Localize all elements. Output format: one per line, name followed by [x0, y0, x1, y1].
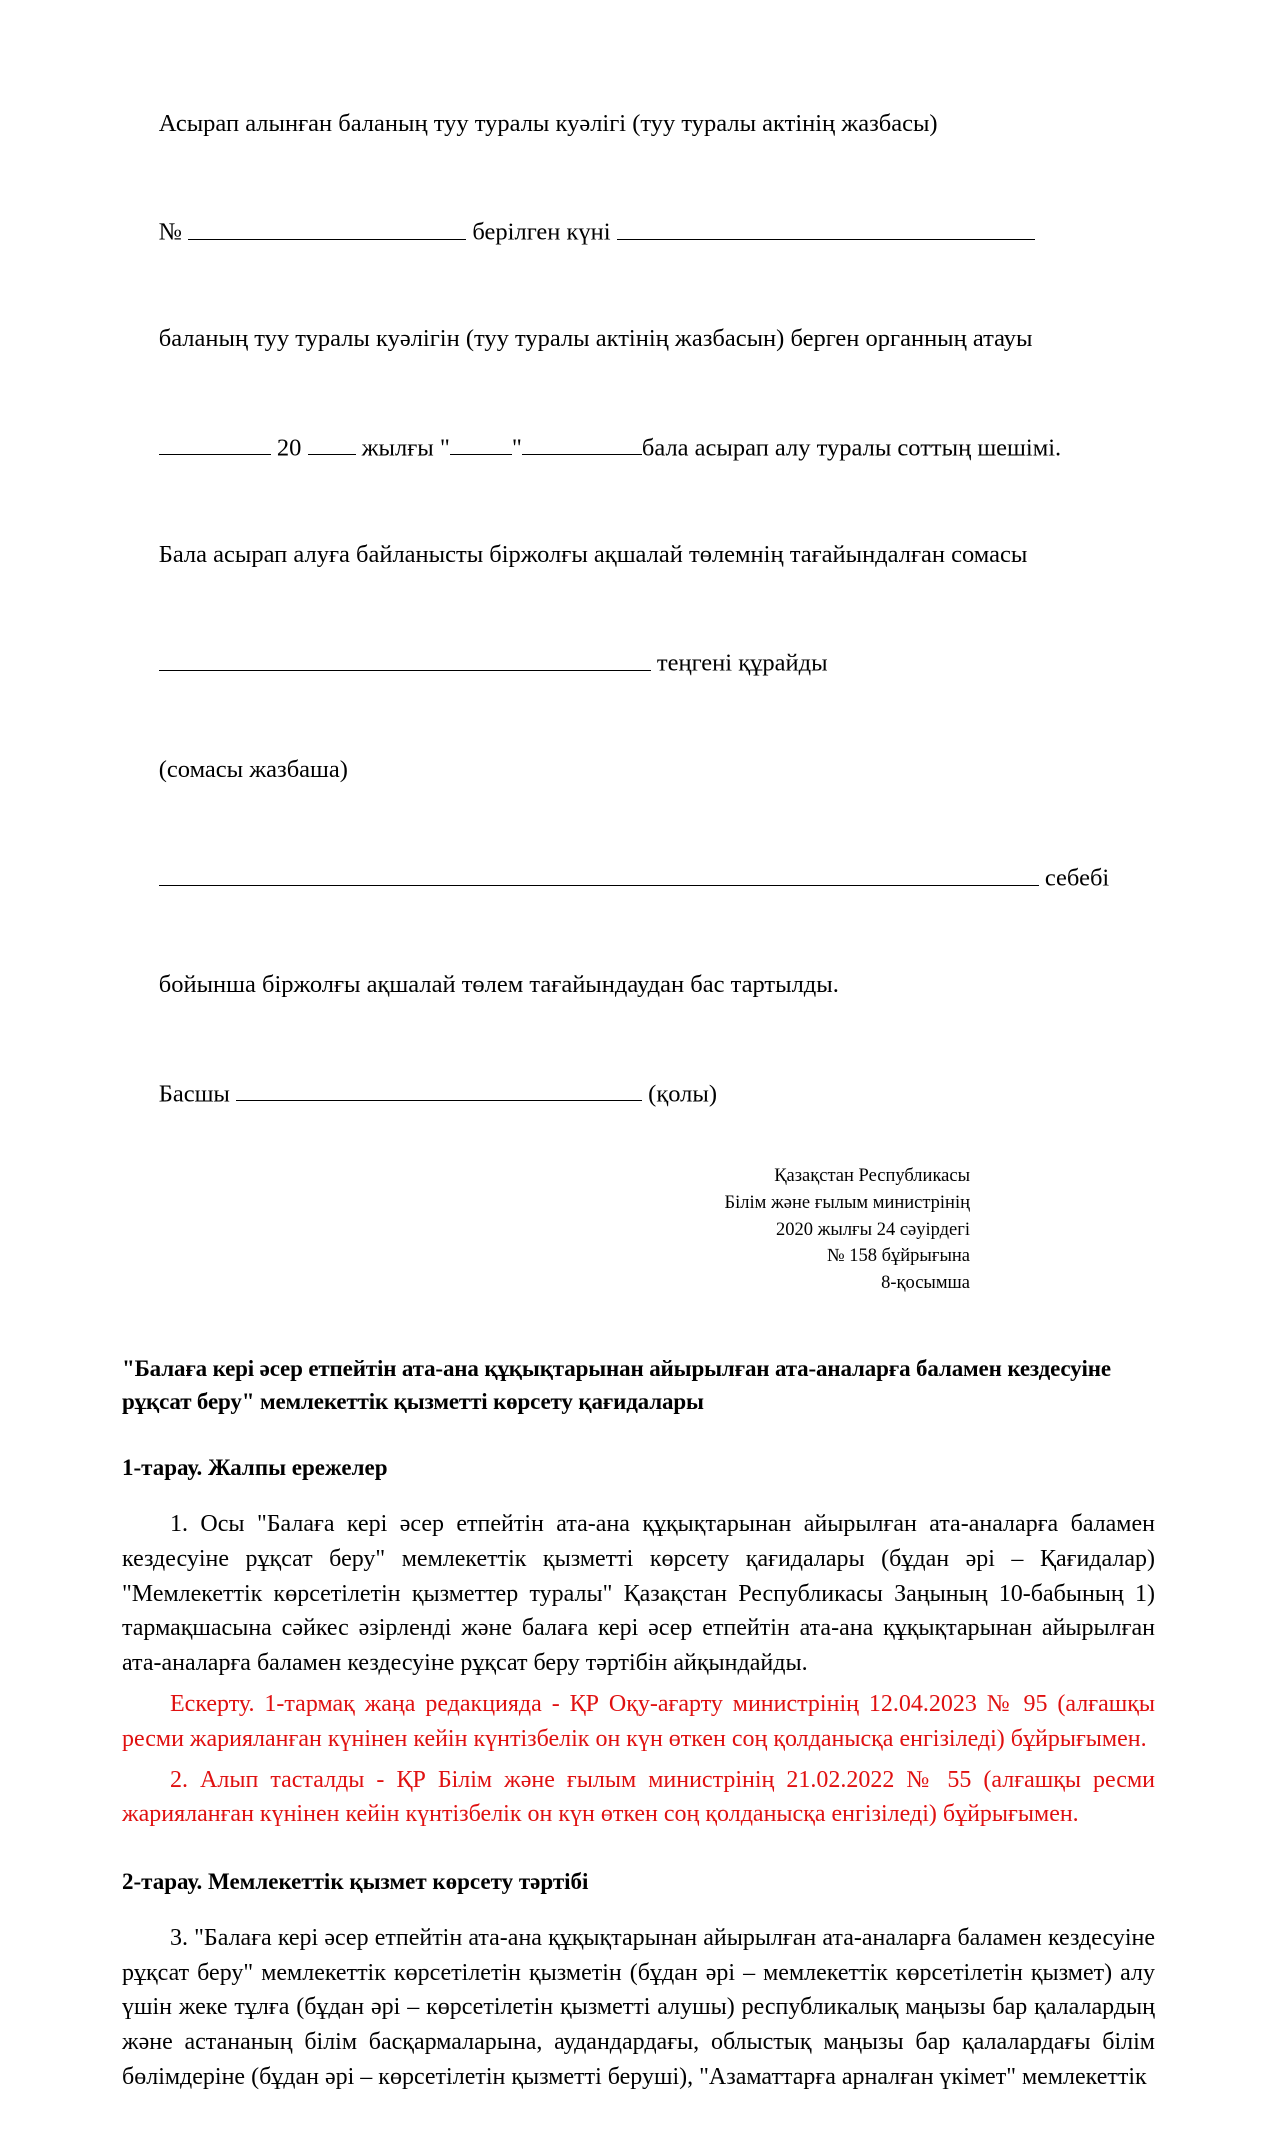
form-line-amount-words-hint — [122, 718, 1155, 822]
form-month-blank[interactable] — [522, 429, 642, 456]
form-line-issuing-body — [122, 287, 1155, 391]
form-line-9-text: бойынша біржолғы ақшалай төлем тағайындаудан бас тартылды. — [158, 971, 839, 999]
form-line-reason — [122, 825, 1155, 932]
form-issued-label: берілген күні — [466, 218, 617, 246]
paragraph-1: 1. Осы "Балаға кері әсер етпейтін ата-ана құқықтарынан айырылған ата-аналарға баламен кездесуіне рұқсат беру" мемлекеттік қызметті көрсету қағидалары (бұдан әрі – Қағидалар) "Мемлекеттік көрсетілетін қызметтер туралы" Қазақстан Республикасы Заңының 10-бабының 1) тармақшасына сәйкес әзірленді және балаға кері әсер етпейтін ата-ана құқықтарынан айырылған ата-аналарға баламен кездесуіне рұқсат беру тәртібін айқындайды. — [122, 1511, 1155, 1677]
form-line-court-decision — [122, 394, 1155, 501]
form-line-amount-blank — [122, 609, 1155, 716]
form-year-label: 20 — [270, 434, 308, 462]
form-line-refusal — [122, 934, 1155, 1038]
form-reason-label: себебі — [1038, 865, 1110, 893]
form-line-3-text: баланың туу туралы куәлігін (туу туралы актінің жазбасын) берген органның атауы — [158, 325, 1033, 353]
form-head-label: Басшы — [158, 1080, 237, 1108]
appendix-ref-line-3: 2020 жылғы 24 сәуірдегі — [775, 1219, 970, 1240]
form-signature-blank[interactable] — [236, 1075, 642, 1102]
page-title: "Балаға кері әсер етпейтін ата-ана құқықтарынан айырылған ата-аналарға баламен кездесуіне рұқсат беру" мемлекеттік қызметті көрсету қағидалары — [122, 1356, 1111, 1414]
form-line-4-text: бала асырап алу туралы соттың шешімі. — [641, 434, 1062, 462]
appendix-ref-line-2: Білім және ғылым министрінің — [724, 1192, 970, 1213]
form-signature-hint: (қолы) — [642, 1080, 717, 1108]
form-tenge-label: теңгені құрайды — [650, 649, 828, 677]
paragraph-3: 3. "Балаға кері әсер етпейтін ата-ана құқықтарынан айырылған ата-аналарға баламен кездесуіне рұқсат беру" мемлекеттік көрсетілетін қызметін (бұдан әрі – мемлекеттік көрсетілетін қызмет) алу үшін жеке тұлға (бұдан әрі – көрсетілетін қызметті алушы) республикалық маңызы бар қалалардың және астананың білім басқармаларына, аудандардағы, облыстық маңызы бар қалалардағы білім бөлімдеріне (бұдан әрі – көрсетілетін қызметті беруші), "Азаматтарға арналған үкімет" мемлекеттік — [122, 1924, 1155, 2091]
form-number-label: № — [158, 218, 189, 246]
form-year-prefix-blank[interactable] — [159, 429, 271, 456]
appendix-ref-line-5: 8-қосымша — [881, 1273, 970, 1294]
appendix-ref-line-1: Қазақстан Республикасы — [774, 1166, 970, 1187]
form-line-7-text: (сомасы жазбаша) — [158, 756, 348, 783]
form-line-head-signature — [122, 1040, 1155, 1147]
chapter-1-heading: 1-тарау. Жалпы ережелер — [122, 1455, 388, 1481]
form-issue-date-blank[interactable] — [617, 213, 1035, 240]
form-quote-label: " — [511, 434, 522, 462]
appendix-reference — [122, 1163, 1155, 1297]
form-line-1-text: Асырап алынған баланың туу туралы куәлігі (туу туралы актінің жазбасы) — [158, 109, 938, 137]
form-line-number-date — [122, 178, 1155, 285]
form-section — [122, 72, 1155, 1147]
note-2: 2. Алып тасталды - ҚР Білім және ғылым министрінің 21.02.2022 № 55 (алғашқы ресми жарияланған күнінен кейін күнтізбелік он күн өткен соң қолданысқа енгізіледі) бұйрығымен. — [122, 1766, 1155, 1828]
form-day-blank[interactable] — [450, 429, 512, 456]
chapter-2-heading: 2-тарау. Мемлекеттік қызмет көрсету тәртібі — [122, 1869, 589, 1895]
form-amount-blank[interactable] — [159, 644, 651, 671]
form-year-blank[interactable] — [308, 429, 356, 456]
form-line-payment-amount — [122, 503, 1155, 607]
form-line-5-text: Бала асырап алуға байланысты біржолғы ақшалай төлемнің тағайындалған сомасы — [158, 540, 1028, 568]
form-zhylgy-label: жылғы " — [355, 434, 450, 462]
form-line-birth-certificate — [122, 72, 1155, 176]
note-1: Ескерту. 1-тармақ жаңа редакцияда - ҚР Оқу-ағарту министрінің 12.04.2023 № 95 (алғашқы ресми жарияланған күнінен кейін күнтізбелік он күн өткен соң қолданысқа енгізіледі) бұйрығымен. — [122, 1691, 1155, 1752]
appendix-ref-line-4: № 158 бұйрығына — [826, 1246, 970, 1267]
form-reason-blank[interactable] — [159, 859, 1039, 886]
form-number-blank[interactable] — [188, 213, 466, 240]
